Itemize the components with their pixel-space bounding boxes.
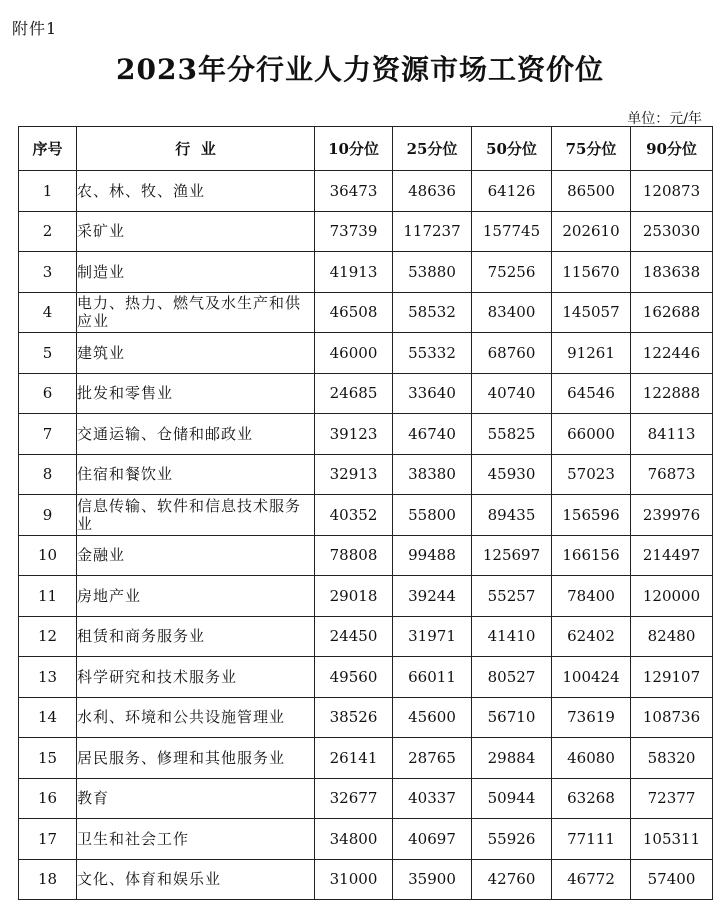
industry-name: 建筑业 [77,333,315,374]
table-row [19,414,713,455]
value-p75: 57023 [552,454,631,495]
value-p75: 100424 [552,657,631,698]
industry-name: 水利、环境和公共设施管理业 [77,697,315,738]
value-p50: 50944 [472,778,552,819]
table-row [19,292,713,333]
value-p90: 105311 [631,819,713,860]
table-body [19,171,713,900]
wage-table [18,126,713,900]
value-p75: 91261 [552,333,631,374]
value-p25: 38380 [393,454,472,495]
industry-name: 批发和零售业 [77,373,315,414]
value-p25: 46740 [393,414,472,455]
industry-name: 金融业 [77,535,315,576]
value-p75: 46772 [552,859,631,900]
table-row [19,616,713,657]
row-number: 18 [19,859,77,900]
row-number: 12 [19,616,77,657]
column-header-industry: 行 业 [77,127,315,171]
value-p25: 58532 [393,292,472,333]
table-row [19,859,713,900]
table-row [19,373,713,414]
value-p90: 58320 [631,738,713,779]
value-p25: 39244 [393,576,472,617]
value-p75: 115670 [552,252,631,293]
value-p75: 145057 [552,292,631,333]
value-p90: 57400 [631,859,713,900]
value-p10: 73739 [315,211,393,252]
value-p25: 99488 [393,535,472,576]
value-p90: 122446 [631,333,713,374]
value-p50: 40740 [472,373,552,414]
value-p10: 49560 [315,657,393,698]
value-p50: 56710 [472,697,552,738]
value-p90: 82480 [631,616,713,657]
value-p10: 46508 [315,292,393,333]
value-p25: 35900 [393,859,472,900]
value-p10: 46000 [315,333,393,374]
row-number: 15 [19,738,77,779]
value-p25: 33640 [393,373,472,414]
table-row [19,454,713,495]
value-p10: 24450 [315,616,393,657]
value-p10: 36473 [315,171,393,212]
value-p75: 166156 [552,535,631,576]
value-p50: 68760 [472,333,552,374]
value-p25: 40697 [393,819,472,860]
value-p75: 77111 [552,819,631,860]
value-p90: 253030 [631,211,713,252]
value-p90: 129107 [631,657,713,698]
value-p90: 120000 [631,576,713,617]
column-header-p10: 10分位 [315,127,393,171]
value-p75: 202610 [552,211,631,252]
industry-name: 电力、热力、燃气及水生产和供应业 [77,292,315,333]
industry-name: 采矿业 [77,211,315,252]
industry-name: 制造业 [77,252,315,293]
value-p10: 34800 [315,819,393,860]
value-p90: 122888 [631,373,713,414]
industry-name: 科学研究和技术服务业 [77,657,315,698]
column-header-no: 序号 [19,127,77,171]
value-p75: 62402 [552,616,631,657]
row-number: 4 [19,292,77,333]
value-p10: 32913 [315,454,393,495]
value-p50: 83400 [472,292,552,333]
value-p75: 86500 [552,171,631,212]
value-p75: 64546 [552,373,631,414]
value-p90: 214497 [631,535,713,576]
row-number: 13 [19,657,77,698]
value-p25: 31971 [393,616,472,657]
table-row [19,778,713,819]
table-row [19,495,713,536]
table-row [19,576,713,617]
value-p75: 78400 [552,576,631,617]
industry-name: 教育 [77,778,315,819]
table-header-row [19,127,713,171]
row-number: 6 [19,373,77,414]
industry-name: 文化、体育和娱乐业 [77,859,315,900]
row-number: 16 [19,778,77,819]
column-header-p25: 25分位 [393,127,472,171]
value-p50: 41410 [472,616,552,657]
value-p75: 66000 [552,414,631,455]
value-p50: 45930 [472,454,552,495]
row-number: 9 [19,495,77,536]
value-p25: 53880 [393,252,472,293]
value-p25: 55332 [393,333,472,374]
industry-name: 住宿和餐饮业 [77,454,315,495]
value-p50: 89435 [472,495,552,536]
column-header-p90: 90分位 [631,127,713,171]
table-row [19,535,713,576]
value-p50: 55926 [472,819,552,860]
value-p75: 156596 [552,495,631,536]
value-p90: 239976 [631,495,713,536]
value-p10: 32677 [315,778,393,819]
row-number: 10 [19,535,77,576]
value-p75: 46080 [552,738,631,779]
table-row [19,171,713,212]
table-row [19,819,713,860]
row-number: 11 [19,576,77,617]
value-p10: 41913 [315,252,393,293]
table-row [19,252,713,293]
value-p90: 120873 [631,171,713,212]
table-row [19,738,713,779]
value-p50: 55825 [472,414,552,455]
industry-name: 居民服务、修理和其他服务业 [77,738,315,779]
row-number: 5 [19,333,77,374]
value-p50: 55257 [472,576,552,617]
value-p10: 39123 [315,414,393,455]
page-title: 2023年分行业人力资源市场工资价位 [116,53,604,86]
value-p25: 66011 [393,657,472,698]
value-p25: 55800 [393,495,472,536]
column-header-p75: 75分位 [552,127,631,171]
table-row [19,211,713,252]
value-p50: 75256 [472,252,552,293]
row-number: 14 [19,697,77,738]
industry-name: 房地产业 [77,576,315,617]
industry-name: 租赁和商务服务业 [77,616,315,657]
value-p90: 183638 [631,252,713,293]
value-p90: 84113 [631,414,713,455]
value-p10: 38526 [315,697,393,738]
value-p50: 125697 [472,535,552,576]
value-p25: 117237 [393,211,472,252]
row-number: 3 [19,252,77,293]
value-p50: 29884 [472,738,552,779]
value-p75: 63268 [552,778,631,819]
value-p10: 29018 [315,576,393,617]
value-p10: 26141 [315,738,393,779]
value-p50: 157745 [472,211,552,252]
row-number: 17 [19,819,77,860]
value-p25: 40337 [393,778,472,819]
column-header-p50: 50分位 [472,127,552,171]
value-p50: 80527 [472,657,552,698]
row-number: 8 [19,454,77,495]
table-row [19,657,713,698]
unit-label: 单位：元/年 [627,111,702,127]
table-row [19,333,713,374]
attachment-label: 附件1 [12,19,58,38]
row-number: 1 [19,171,77,212]
value-p10: 78808 [315,535,393,576]
value-p90: 72377 [631,778,713,819]
value-p90: 162688 [631,292,713,333]
value-p25: 45600 [393,697,472,738]
value-p10: 24685 [315,373,393,414]
industry-name: 农、林、牧、渔业 [77,171,315,212]
value-p50: 42760 [472,859,552,900]
table-row [19,697,713,738]
industry-name: 信息传输、软件和信息技术服务业 [77,495,315,536]
value-p25: 28765 [393,738,472,779]
industry-name: 交通运输、仓储和邮政业 [77,414,315,455]
industry-name: 卫生和社会工作 [77,819,315,860]
value-p90: 108736 [631,697,713,738]
value-p50: 64126 [472,171,552,212]
row-number: 7 [19,414,77,455]
row-number: 2 [19,211,77,252]
value-p90: 76873 [631,454,713,495]
value-p25: 48636 [393,171,472,212]
value-p75: 73619 [552,697,631,738]
value-p10: 31000 [315,859,393,900]
value-p10: 40352 [315,495,393,536]
